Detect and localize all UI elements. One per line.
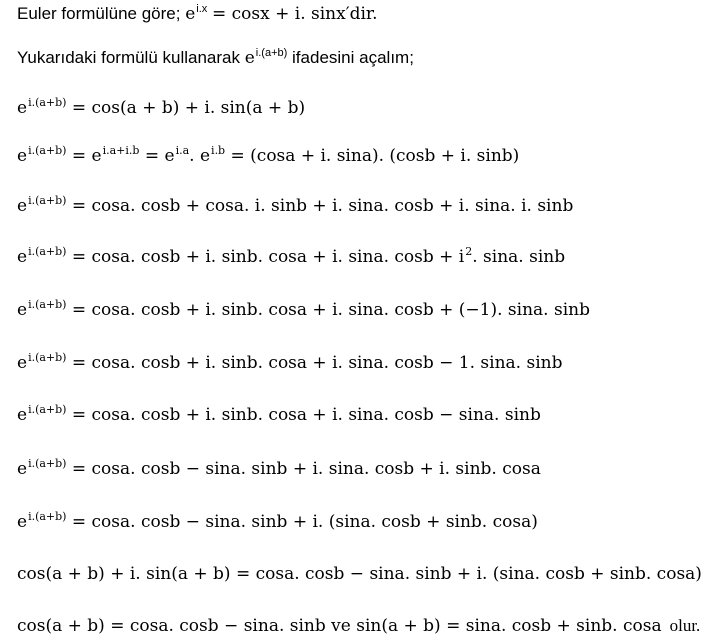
equation-6	[17, 353, 562, 375]
lhs-sup: i.(a+b)	[28, 351, 67, 364]
lhs-sup: i.(a+b)	[28, 403, 67, 416]
intro-exponential-base: e	[244, 48, 255, 68]
rhs-text: = cosa. cosb + i. sinb. cosa + i. sina. cosb − sina. sinb	[66, 405, 541, 425]
rhs-text: = cosa. cosb + i. sinb. cosa + i. sina. cosb + (−1). sina. sinb	[66, 300, 590, 320]
result-math-text: cos(a + b) = cosa. cosb − sina. sinb ve sin(a + b) = sina. cosb + sinb. cosa	[17, 616, 662, 636]
result-line	[17, 616, 700, 636]
intro-exponential-sup: i.(a+b)	[255, 47, 288, 59]
rhs-text-b: . sina. sinb	[472, 247, 566, 267]
complex-comparison-line	[17, 564, 702, 584]
lhs-base: e	[17, 300, 28, 320]
eq2-e4-sup: i.b	[211, 144, 226, 157]
euler-rhs-text: = cosx + i. sinx′dir.	[212, 4, 378, 24]
eq2-part-a: =	[66, 146, 92, 166]
eq2-e3-sup: i.a	[175, 144, 190, 157]
lhs-base: e	[17, 98, 28, 118]
lhs-sup: i.(a+b)	[28, 194, 67, 207]
lhs-sup: i.(a+b)	[28, 510, 67, 523]
eq2-e2-sup: i.a+i.b	[102, 144, 140, 157]
euler-prefix-text: Euler formülüne göre;	[17, 4, 186, 23]
lhs-sup: i.(a+b)	[28, 457, 67, 470]
euler-exponential-sup: i.x	[196, 3, 208, 15]
rhs-text: = cosa. cosb − sina. sinb + i. (sina. cosb + sinb. cosa)	[66, 512, 538, 532]
equation-9	[17, 512, 538, 534]
eq2-part-c: .	[189, 146, 200, 166]
lhs-base: e	[17, 459, 28, 479]
equation-3	[17, 196, 573, 218]
rhs-text: = cos(a + b) + i. sin(a + b)	[66, 98, 306, 118]
euler-formula-line	[17, 4, 378, 26]
lhs-sup: i.(a+b)	[28, 144, 67, 157]
complex-comparison-text: cos(a + b) + i. sin(a + b) = cosa. cosb − sina. sinb + i. (sina. cosb + sinb. cosa)	[17, 564, 702, 584]
lhs-base: e	[17, 512, 28, 532]
equation-8	[17, 459, 541, 481]
square-sup: 2	[465, 245, 473, 258]
eq2-part-b: =	[139, 146, 165, 166]
eq2-e4-base: e	[199, 146, 211, 166]
rhs-text: = cosa. cosb − sina. sinb + i. sina. cosb + i. sinb. cosa	[66, 459, 541, 479]
lhs-base: e	[17, 353, 28, 373]
lhs-sup: i.(a+b)	[28, 96, 67, 109]
equation-5	[17, 300, 590, 322]
euler-exponential-base: e	[185, 4, 196, 24]
equation-2	[17, 146, 519, 168]
lhs-base: e	[17, 196, 28, 216]
intro-expansion-line	[17, 48, 414, 70]
lhs-sup: i.(a+b)	[28, 298, 67, 311]
equation-7	[17, 405, 541, 427]
eq2-e3-base: e	[164, 146, 175, 166]
intro-prefix-text: Yukarıdaki formülü kullanarak	[17, 48, 245, 67]
lhs-base: e	[17, 405, 28, 425]
rhs-text-a: = cosa. cosb + i. sinb. cosa + i. sina. cosb + i	[66, 247, 465, 267]
eq2-part-d: = (cosa + i. sina). (cosb + i. sinb)	[225, 146, 520, 166]
lhs-sup: i.(a+b)	[28, 245, 67, 258]
rhs-text: = cosa. cosb + cosa. i. sinb + i. sina. cosb + i. sina. i. sinb	[66, 196, 574, 216]
lhs-base: e	[17, 247, 28, 267]
equation-1	[17, 98, 305, 120]
equation-4	[17, 247, 565, 269]
intro-suffix-text: ifadesini açalım;	[292, 48, 414, 67]
lhs-base: e	[17, 146, 28, 166]
eq2-e2-base: e	[91, 146, 102, 166]
rhs-text: = cosa. cosb + i. sinb. cosa + i. sina. cosb − 1. sina. sinb	[66, 353, 563, 373]
result-tail-text: olur.	[669, 616, 701, 635]
